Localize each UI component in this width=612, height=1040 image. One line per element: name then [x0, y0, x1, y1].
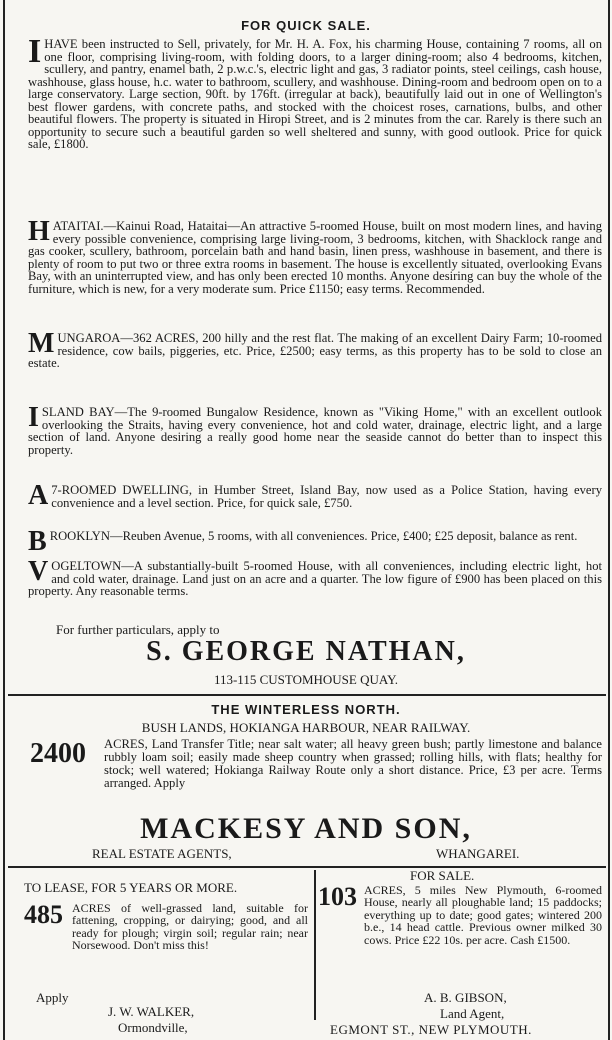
lease-text: ACRES of well-grassed land, suitable for fattening, cropping, or dairying; good, and all ready for plough; virgin soil; regular rain; near Norsewood. Don't miss this! — [72, 901, 308, 953]
quick-sale-heading: FOR QUICK SALE. — [241, 18, 371, 33]
left-column-rule — [3, 0, 5, 1040]
agent-address: 113-115 CUSTOMHOUSE QUAY. — [213, 672, 399, 687]
north-agent-town: WHANGAREI. — [436, 846, 520, 861]
section-divider — [8, 866, 606, 868]
listing-vogeltown — [28, 556, 602, 616]
listing-mungaroa — [28, 328, 602, 374]
apply-line: For further particulars, apply to — [56, 622, 220, 637]
listing-dropcap: B — [28, 526, 47, 557]
listing-dropcap: V — [28, 556, 49, 587]
listing-text: HAVE been instructed to Sell, privately, for Mr. H. A. Fox, his charming House, containing 7 rooms, all on one floor, comprising living-room, with folding doors, to a larger dining-room; also 4 bedrooms, kitchen, scullery, and pantry, enamel bath, 2 p.w.c.'s, electric light and gas, 3 radiator points, steel ceilings, cash house, washhouse, glass house, h.c. water to bathroom, scullery, and washhouse. Dining-room and bedroom open on to a large conservatory. Large section, 90ft. by 176ft. (irregular at back), beautifully laid out in one of Wellington's best flower gardens, with concrete paths, and stocked with the choicest roses, carnations, bulbs, and other beautiful flowers. The property is situated in Hiropi Street, and is 2 minutes from the car. Rarely is there such an opportunity to secure such a beautiful garden so well sheltered and sunny, with good outlook. Price for quick sale, £1800. — [28, 37, 602, 151]
north-agent-name: MACKESY AND SON, — [140, 812, 472, 845]
for-sale-agent-address: EGMONT ST., NEW PLYMOUTH. — [330, 1022, 532, 1037]
listing-dropcap: H — [28, 216, 50, 247]
listing-text: 7-ROOMED DWELLING, in Humber Street, Island Bay, now used as a Police Station, having every convenience and a level section. Price, for quick sale, £750. — [51, 483, 602, 510]
agent-name: S. GEORGE NATHAN, — [146, 636, 466, 667]
listing-text: ROOKLYN—Reuben Avenue, 5 rooms, with all conveniences. Price, £400; £25 deposit, balance as rent. — [49, 529, 578, 543]
listing-island-bay — [28, 402, 602, 482]
north-agent-type: REAL ESTATE AGENTS, — [92, 846, 232, 861]
listing-dropcap: I — [28, 33, 42, 70]
listing-text: UNGAROA—362 ACRES, 200 hilly and the rest flat. The making of an excellent Dairy Farm; 10-roomed residence, cow bails, piggeries, etc. Price, £2500; easy terms, as this property has to be sold to close an estate. — [28, 331, 602, 370]
column-divider — [314, 870, 316, 1020]
lease-number: 485 — [24, 900, 63, 929]
listing-brooklyn — [28, 526, 602, 558]
section-divider — [8, 694, 606, 696]
for-sale-agent-role: Land Agent, — [440, 1006, 505, 1021]
north-subheading: BUSH LANDS, HOKIANGA HARBOUR, NEAR RAILWAY. — [141, 720, 471, 735]
listing-fox-house — [28, 33, 602, 218]
for-sale-text: ACRES, 5 miles New Plymouth, 6-roomed House, nearly all ploughable land; 15 paddocks; everything up to date; good gates; wintered 200 b.e., 14 head cattle. Previous owner milked 30 cows. Price £22 10s. per acre. Cash £1500. — [364, 883, 602, 947]
listing-dropcap: I — [28, 402, 39, 433]
listing-text: ATAITAI.—Kainui Road, Hataitai—An attractive 5-roomed House, built on most modern lines, and having every possible convenience, comprising large living-room, 3 bedrooms, kitchen, with Shacklock range and gas cooker, scullery, bathroom, porcelain bath and hand basin, linen press, washhouse in basement, and there is plenty of room to put two or three extra rooms in basement. The house is excellently situated, overlooking Evans Bay, with an uninterrupted view, and has only been erected 10 months. Anyone desiring can buy the whole of the furniture, which is new, for a very moderate sum. Price £1150; easy terms. Recommended. — [28, 219, 602, 296]
lease-agent-name: J. W. WALKER, — [108, 1004, 195, 1019]
lease-heading: TO LEASE, FOR 5 YEARS OR MORE. — [24, 880, 238, 895]
for-sale-heading: FOR SALE. — [410, 868, 475, 883]
lease-apply: Apply — [36, 990, 69, 1005]
north-text: ACRES, Land Transfer Title; near salt water; all heavy green bush; partly limestone and balance rubbly loam soil; easily made sheep country when grassed; rolling hills, with flats; healthy for stock; well watered; Hokianga Railway Route only a short distance. Price, £3 per acre. Terms arranged. Apply — [104, 737, 602, 790]
listing-text: OGELTOWN—A substantially-built 5-roomed House, with all conveniences, including electric light, hot and cold water, drainage. Land just on an acre and a quarter. The low figure of £900 has been placed on this property. Any reasonable terms. — [28, 559, 602, 598]
listing-hataitai — [28, 216, 602, 328]
lease-text-block — [72, 902, 308, 952]
listing-dropcap: A — [28, 480, 49, 511]
north-heading: THE WINTERLESS NORTH. — [211, 702, 401, 717]
for-sale-text-block — [364, 884, 602, 946]
for-sale-agent-name: A. B. GIBSON, — [424, 990, 507, 1005]
north-text-lead — [104, 738, 602, 790]
for-sale-number: 103 — [318, 882, 357, 911]
listing-dropcap: M — [28, 328, 55, 359]
lease-agent-town: Ormondville, — [118, 1020, 188, 1035]
acres-number: 2400 — [30, 738, 86, 769]
listing-humber-street — [28, 480, 602, 526]
listing-text: SLAND BAY—The 9-roomed Bungalow Residence, known as "Viking Home," with an excellent outlook overlooking the Straits, having every convenience, hot and cold water, drainage, electric light, and a large section of land. Anyone desiring a really good home near the seaside cannot do better than to inspect this property. — [28, 405, 602, 457]
right-column-rule — [608, 0, 610, 1040]
